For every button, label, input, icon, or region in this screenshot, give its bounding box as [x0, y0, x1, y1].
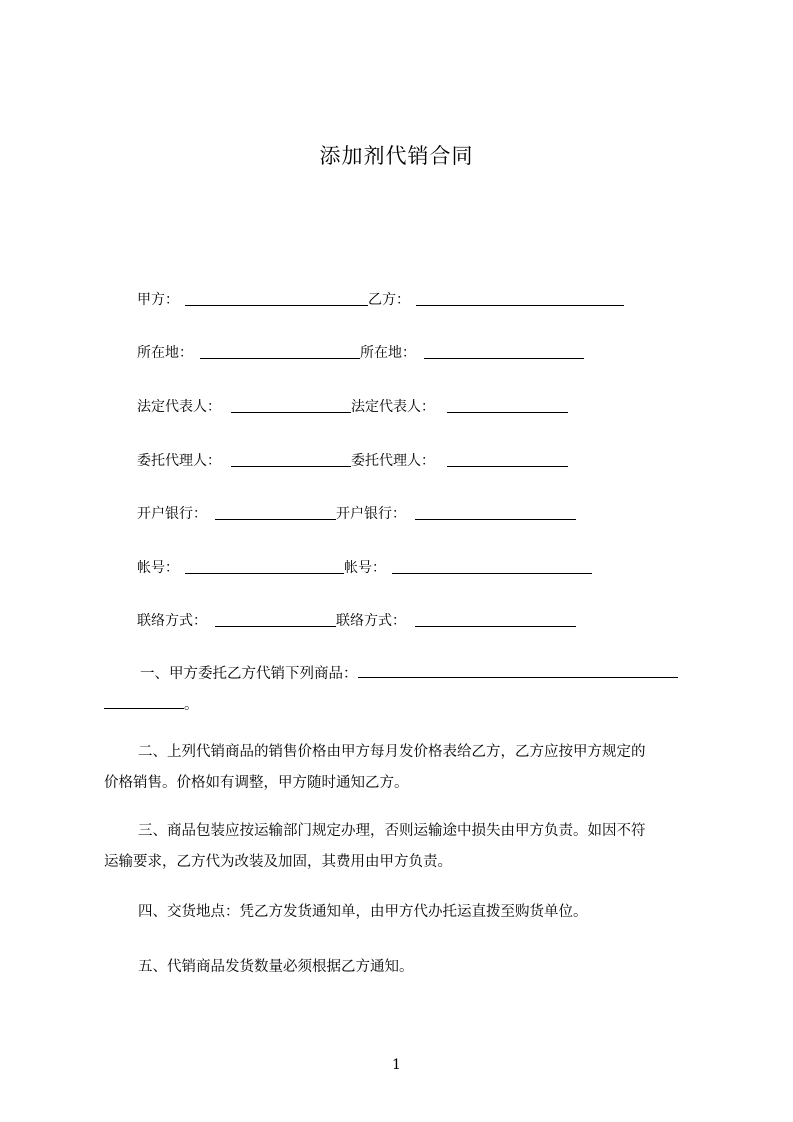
legal-rep-a-blank[interactable]: [231, 412, 351, 413]
contact-a-blank[interactable]: [215, 626, 336, 627]
agent-b-label: 委托代理人：: [351, 453, 435, 469]
account-row: [137, 558, 637, 578]
party-b-blank[interactable]: [416, 305, 624, 306]
clause-3-line-1: 三、商品包装应按运输部门规定办理，否则运输途中损失由甲方负责。如因不符: [138, 823, 646, 839]
address-b-label: 所在地：: [360, 345, 416, 361]
clause-1: [104, 659, 702, 721]
account-a-blank[interactable]: [185, 573, 344, 574]
contact-a-label: 联络方式：: [137, 613, 207, 629]
document-title: 添加剂代销合同: [319, 144, 474, 168]
clause-1-text: 一、甲方委托乙方代销下列商品：: [140, 666, 358, 682]
legal-rep-b-blank[interactable]: [447, 412, 568, 413]
clause-3: [104, 816, 702, 878]
bank-b-blank[interactable]: [415, 519, 576, 520]
clause-2: [104, 737, 702, 799]
party-a-label: 甲方：: [137, 292, 179, 308]
party-b-label: 乙方：: [368, 292, 410, 308]
account-a-label: 帐号：: [137, 560, 179, 576]
address-a-blank[interactable]: [200, 358, 360, 359]
account-b-label: 帐号：: [344, 560, 386, 576]
address-a-label: 所在地：: [137, 345, 193, 361]
bank-row: [137, 504, 637, 524]
account-b-blank[interactable]: [392, 573, 592, 574]
clause-5-text: 五、代销商品发货数量必须根据乙方通知。: [138, 959, 414, 975]
clause-4-text: 四、交货地点：凭乙方发货通知单，由甲方代办托运直拨至购货单位。: [138, 904, 588, 920]
bank-a-blank[interactable]: [215, 519, 336, 520]
page-number: 1: [392, 1057, 401, 1073]
goods-blank-continued[interactable]: [104, 696, 184, 709]
bank-b-label: 开户银行：: [336, 506, 406, 522]
clause-5: [104, 952, 702, 983]
legal-rep-a-label: 法定代表人：: [137, 399, 221, 415]
clause-2-line-1: 二、上列代销商品的销售价格由甲方每月发价格表给乙方，乙方应按甲方规定的: [138, 744, 646, 760]
contact-b-label: 联络方式：: [336, 613, 406, 629]
agent-row: [137, 451, 637, 471]
clause-3-line-2: 运输要求，乙方代为改装及加固，其费用由甲方负责。: [104, 854, 452, 870]
agent-a-blank[interactable]: [231, 466, 351, 467]
bank-a-label: 开户银行：: [137, 506, 207, 522]
legal-rep-b-label: 法定代表人：: [351, 399, 435, 415]
party-a-blank[interactable]: [185, 305, 368, 306]
address-b-blank[interactable]: [424, 358, 584, 359]
clause-1-end: 。: [184, 697, 199, 713]
legal-representative-row: [137, 397, 637, 417]
agent-b-blank[interactable]: [447, 466, 568, 467]
address-row: [137, 343, 637, 363]
contact-row: [137, 611, 637, 631]
clause-4: [104, 897, 702, 928]
contact-b-blank[interactable]: [415, 626, 576, 627]
party-name-row: [137, 290, 637, 310]
clause-2-line-2: 价格销售。价格如有调整，甲方随时通知乙方。: [104, 775, 409, 791]
agent-a-label: 委托代理人：: [137, 453, 221, 469]
goods-blank[interactable]: [358, 665, 678, 678]
